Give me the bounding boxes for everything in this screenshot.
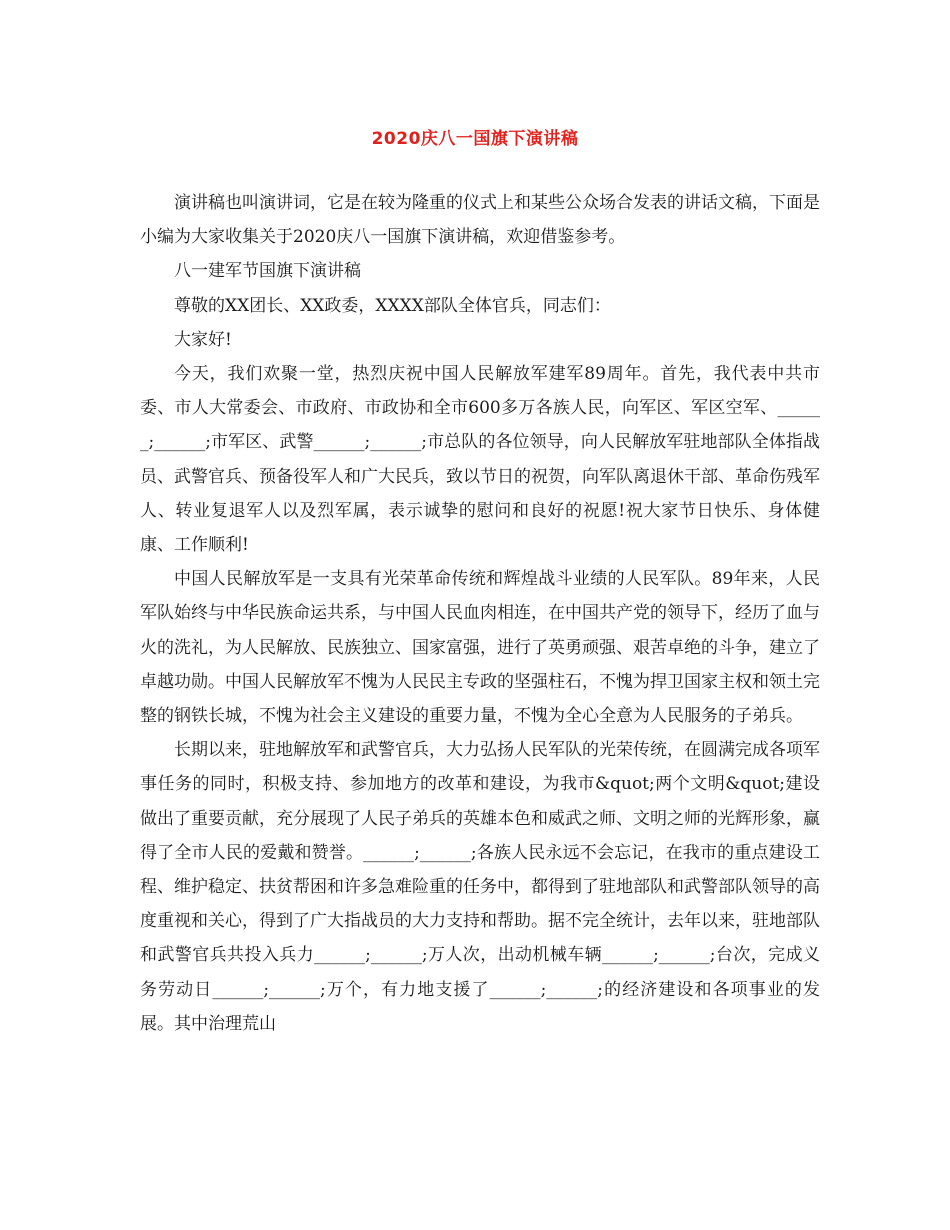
speech-heading: 八一建军节国旗下演讲稿 bbox=[174, 261, 361, 282]
body-paragraph: 长期以来，驻地解放军和武警官兵，大力弘扬人民军队的光荣传统，在圆满完成各项军事任务的同时，积极支持、参加地方的改革和建设，为我市&quot;两个文明&quot;建设做出了重要贡献，充分展现了人民子弟兵的英雄本色和威武之师、文明之师的光辉形象，赢得了全市人民的爱戴和赞誉。______;______;各族人民永远不会忘记，在我市的重点建设工程、维护稳定、扶贫帮困和许多急难险重的任务中，都得到了驻地部队和武警部队领导的高度重视和关心，得到了广大指战员的大力支持和帮助。据不完全统计，去年以来，驻地部队和武警官兵共投入兵力______;______;万人次，出动机械车辆______;______;台次，完成义务劳动日______;______;万个，有力地支援了______;______;的经济建设和各项事业的发展。其中治理荒山 bbox=[140, 740, 820, 1034]
greeting: 大家好! bbox=[174, 329, 232, 350]
body-paragraph: 今天，我们欢聚一堂，热烈庆祝中国人民解放军建军89周年。首先，我代表中共市委、市人大常委会、市政府、市政协和全市600多万各族人民，向军区、军区空军、______;______;市军区、武警______;______;市总队的各位领导，向人民解放军驻地部队全体指战员、武警官兵、预备役军人和广大民兵，致以节日的祝贺，向军队离退休干部、革命伤残军人、转业复退军人以及烈军属，表示诚挚的慰问和良好的祝愿!祝大家节日快乐、身体健康、工作顺利! bbox=[140, 364, 820, 556]
salutation: 尊敬的XX团长、XX政委，XXXX部队全体官兵，同志们： bbox=[174, 295, 611, 316]
document-body bbox=[140, 186, 820, 1041]
body-paragraph: 中国人民解放军是一支具有光荣革命传统和辉煌战斗业绩的人民军队。89年来，人民军队始终与中华民族命运共系，与中国人民血肉相连，在中国共产党的领导下，经历了血与火的洗礼，为人民解放、民族独立、国家富强，进行了英勇顽强、艰苦卓绝的斗争，建立了卓越功勋。中国人民解放军不愧为人民民主专政的坚强柱石，不愧为捍卫国家主权和领土完整的钢铁长城，不愧为社会主义建设的重要力量，不愧为全心全意为人民服务的子弟兵。 bbox=[140, 569, 820, 727]
document-title: 2020庆八一国旗下演讲稿 bbox=[371, 129, 579, 149]
intro-paragraph: 演讲稿也叫演讲词，它是在较为隆重的仪式上和某些公众场合发表的讲话文稿，下面是小编为大家收集关于2020庆八一国旗下演讲稿，欢迎借鉴参考。 bbox=[140, 193, 820, 248]
